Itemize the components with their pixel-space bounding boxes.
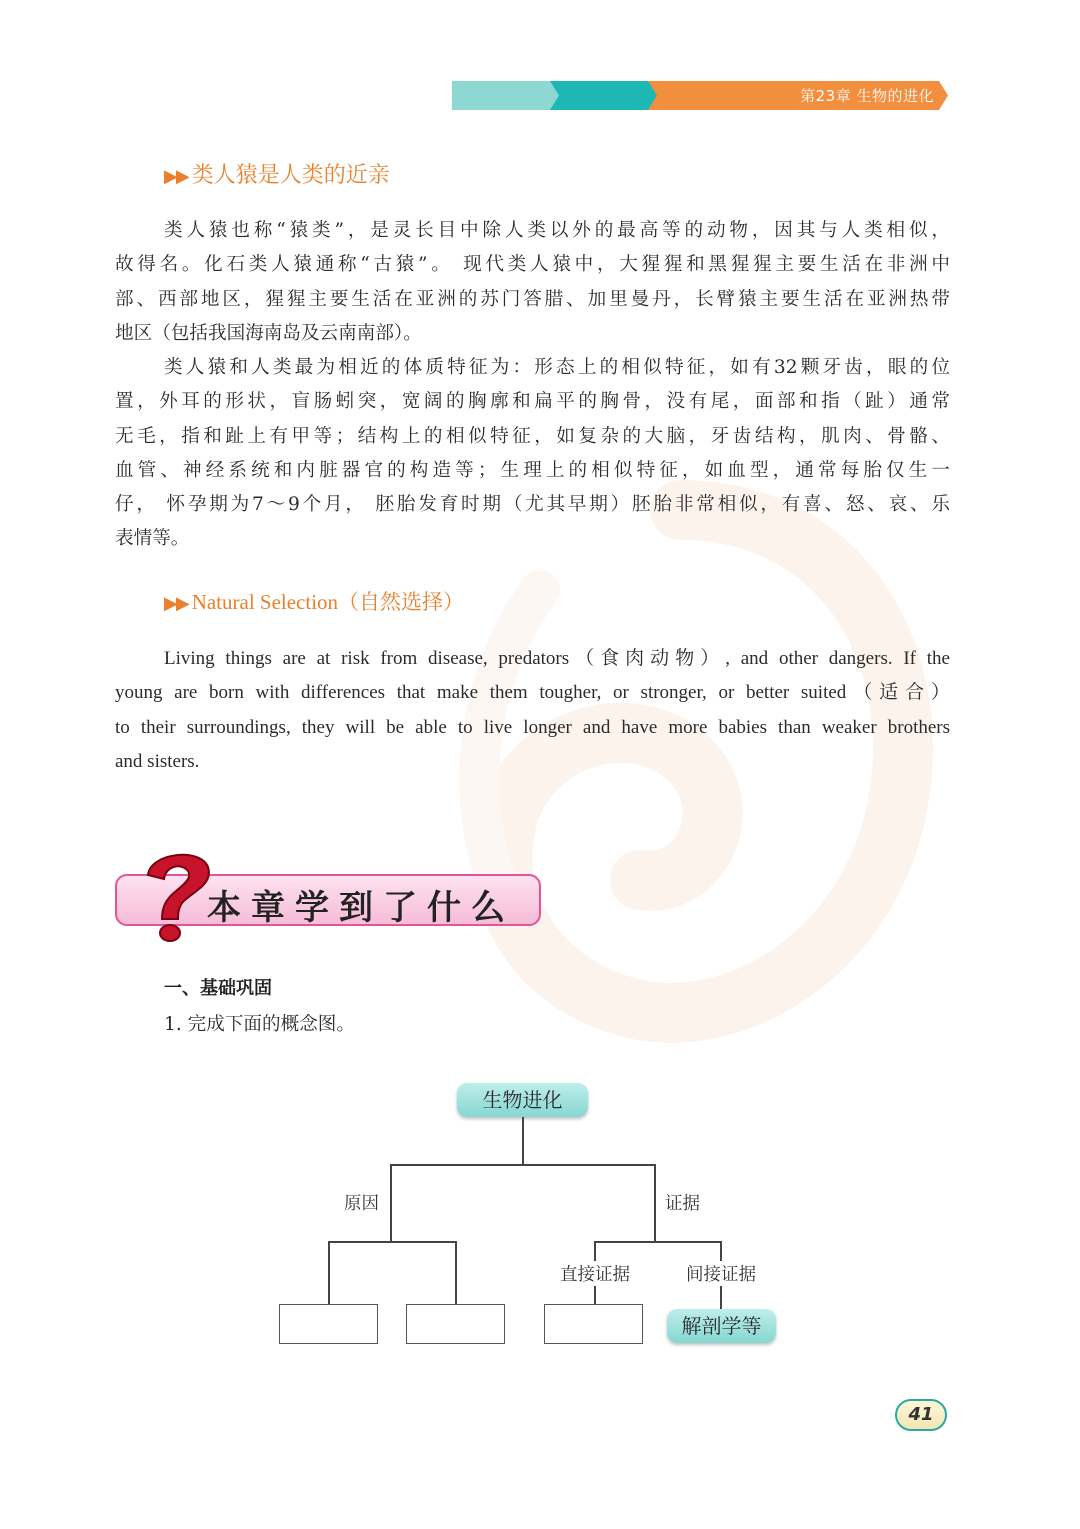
label-direct-evidence: 直接证据 xyxy=(558,1261,632,1286)
chapter-title: 第23章 生物的进化 xyxy=(800,87,934,105)
text-line: 无毛，指和趾上有甲等；结构上的相似特征，如复杂的大脑，牙齿结构，肌肉、骨骼、 xyxy=(115,425,950,447)
connector-line xyxy=(390,1164,392,1242)
concept-node-anatomy: 解剖学等 xyxy=(667,1309,776,1343)
question-1: 1. 完成下面的概念图。 xyxy=(164,1014,355,1035)
subheading-basics: 一、基础巩固 xyxy=(164,978,272,999)
text-line: 表情等。 xyxy=(115,528,190,550)
summary-banner-title: 本章学到了什么 xyxy=(207,888,515,928)
paragraph-apes-intro xyxy=(115,214,950,351)
arrow-bullet-icon: ▶▶ xyxy=(164,166,188,187)
text-line: 类人猿和人类最为相近的体质特征为：形态上的相似特征，如有32颗牙齿，眼的位 xyxy=(164,357,950,378)
blank-answer-box[interactable] xyxy=(279,1304,378,1344)
label-indirect-evidence: 间接证据 xyxy=(684,1261,758,1286)
blank-answer-box[interactable] xyxy=(406,1304,505,1344)
paragraph-natural-selection xyxy=(115,642,950,779)
connector-line xyxy=(522,1117,524,1165)
chapter-header-band xyxy=(452,81,952,110)
text-line: to their surroundings, they will be able to live longer and have more babies than weaker brothers xyxy=(115,716,950,738)
connector-line xyxy=(455,1241,457,1305)
page-number-badge: 41 xyxy=(895,1399,947,1431)
text-line: 故得名。化石类人猿通称“古猿”。 现代类人猿中，大猩猩和黑猩猩主要生活在非洲中 xyxy=(115,254,950,276)
connector-line xyxy=(328,1241,330,1305)
section-heading-natural-selection xyxy=(164,586,464,616)
text-line: 部、西部地区，猩猩主要生活在亚洲的苏门答腊、加里曼丹，长臂猿主要生活在亚洲热带 xyxy=(115,288,950,310)
text-line: 置，外耳的形状，盲肠蚓突，宽阔的胸廓和扁平的胸骨，没有尾，面部和指（趾）通常 xyxy=(115,391,950,413)
concept-root-node: 生物进化 xyxy=(457,1083,588,1117)
label-evidence: 证据 xyxy=(665,1194,700,1214)
text-line: young are born with differences that make them tougher, or stronger, or better suited（适合） xyxy=(115,682,950,704)
arrow-bullet-icon: ▶▶ xyxy=(164,593,188,614)
connector-line xyxy=(390,1164,656,1166)
header-band-dark-segment xyxy=(550,81,662,110)
paragraph-apes-traits xyxy=(115,351,950,557)
text-line: Living things are at risk from disease, predators（食肉动物）, and other dangers. If the xyxy=(164,648,950,669)
connector-line xyxy=(654,1164,656,1242)
header-band-light-segment xyxy=(452,81,562,110)
text-line: 血管、神经系统和内脏器官的构造等；生理上的相似特征，如血型，通常每胎仅生一 xyxy=(115,459,950,481)
blank-answer-box[interactable] xyxy=(544,1304,643,1344)
text-line: 地区（包括我国海南岛及云南南部）。 xyxy=(115,322,422,344)
connector-line xyxy=(328,1241,456,1243)
text-line: and sisters. xyxy=(115,750,200,772)
text-line: 仔， 怀孕期为7～9个月， 胚胎发育时期（尤其早期）胚胎非常相似，有喜、怒、哀、乐 xyxy=(115,494,950,516)
connector-line xyxy=(594,1241,721,1243)
section-heading-text: 类人猿是人类的近亲 xyxy=(191,163,390,188)
background-swirl-watermark xyxy=(420,470,940,1090)
section-heading-text: Natural Selection（自然选择） xyxy=(191,590,465,614)
section-heading-apes xyxy=(164,158,390,189)
label-cause: 原因 xyxy=(344,1194,379,1214)
text-line: 类人猿也称“猿类”，是灵长目中除人类以外的最高等的动物，因其与人类相似， xyxy=(164,220,950,241)
